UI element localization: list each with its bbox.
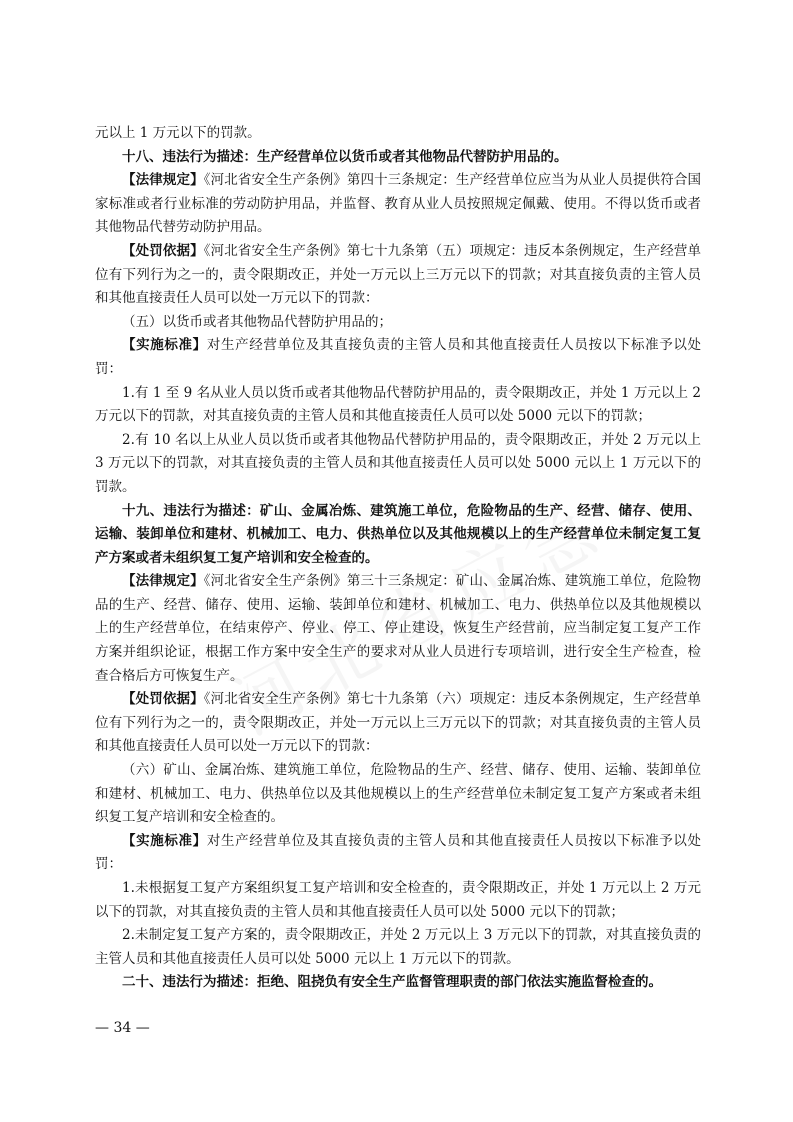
paragraph <box>95 500 701 571</box>
paragraph <box>95 429 701 500</box>
paragraph <box>95 924 701 971</box>
paragraph-text: 1.未根据复工复产方案组织复工复产培训和安全检查的，责令限期改正，并处 1 万元以上 2 万元以下的罚款，对其直接负责的主管人员和其他直接责任人员可以处 5000 元以下的罚款； <box>95 880 701 920</box>
paragraph-text: 《河北省安全生产条例》第七十九条第（六）项规定：违反本条例规定，生产经营单位有下列行为之一的，责令限期改正，并处一万元以上三万元以下的罚款；对其直接负责的主管人员和其他直接责任人员可以处一万元以下的罚款： <box>95 691 701 755</box>
paragraph <box>95 146 701 170</box>
paragraph <box>95 169 701 240</box>
paragraph <box>95 382 701 429</box>
paragraph <box>95 759 701 830</box>
paragraph <box>95 830 701 877</box>
paragraph <box>95 877 701 924</box>
paragraph-text: 对生产经营单位及其直接负责的主管人员和其他直接责任人员按以下标准予以处罚： <box>95 832 702 873</box>
paragraph-text: 十八、违法行为描述：生产经营单位以货币或者其他物品代替防护用品的。 <box>122 148 568 165</box>
paragraph <box>95 122 701 146</box>
paragraph-label: 【处罚依据】 <box>122 242 204 259</box>
paragraph-text: （五）以货币或者其他物品代替防护用品的； <box>122 313 392 330</box>
paragraph <box>95 570 701 688</box>
paragraph-label: 【实施标准】 <box>122 337 207 354</box>
paragraph-label: 【处罚依据】 <box>122 691 204 708</box>
paragraph-text: 《河北省安全生产条例》第七十九条第（五）项规定：违反本条例规定，生产经营单位有下列行为之一的，责令限期改正，并处一万元以上三万元以下的罚款；对其直接负责的主管人员和其他直接责任人员可以处一万元以下的罚款： <box>95 242 701 307</box>
paragraph-text: （六）矿山、金属冶炼、建筑施工单位，危险物品的生产、经营、储存、使用、运输、装卸单位和建材、机械加工、电力、供热单位以及其他规模以上的生产经营单位未制定复工复产方案或者未组织复工复产培训和安全检查的。 <box>95 762 701 826</box>
paragraph-text: 元以上 1 万元以下的罚款。 <box>95 125 261 141</box>
paragraph-text: 十九、违法行为描述：矿山、金属冶炼、建筑施工单位，危险物品的生产、经营、储存、使用、运输、装卸单位和建材、机械加工、电力、供热单位以及其他规模以上的生产经营单位未制定复工复产方案或者未组织复工复产培训和安全检查的。 <box>95 502 701 566</box>
paragraph-text: 《河北省安全生产条例》第三十三条规定：矿山、金属冶炼、建筑施工单位，危险物品的生产、经营、储存、使用、运输、装卸单位和建材、机械加工、电力、供热单位以及其他规模以上的生产经营单位，在结束停产、停业、停工、停止建设，恢复生产经营前，应当制定复工复产工作方案并组织论证，根据工作方案中安全生产的要求对从业人员进行专项培训，进行安全生产检查，检查合格后方可恢复生产。 <box>95 573 701 684</box>
paragraph <box>95 334 701 381</box>
paragraph-text: 《河北省安全生产条例》第四十三条规定：生产经营单位应当为从业人员提供符合国家标准或者行业标准的劳动防护用品，并监督、教育从业人员按照规定佩戴、使用。不得以货币或者其他物品代替劳动防护用品。 <box>95 172 701 236</box>
paragraph <box>95 971 701 995</box>
paragraph-text: 二十、违法行为描述：拒绝、阻挠负有安全生产监督管理职责的部门依法实施监督检查的。 <box>122 974 662 991</box>
page-number: — 34 — <box>95 1020 150 1036</box>
paragraph-text: 2.未制定复工复产方案的，责令限期改正，并处 2 万元以上 3 万元以下的罚款，对其直接负责的主管人员和其他直接责任人员可以处 5000 元以上 1 万元以下的罚款。 <box>95 927 701 967</box>
paragraph <box>95 311 701 335</box>
paragraph-text: 对生产经营单位及其直接负责的主管人员和其他直接责任人员按以下标准予以处罚： <box>95 337 702 377</box>
paragraph-text: 1.有 1 至 9 名从业人员以货币或者其他物品代替防护用品的，责令限期改正，并处 1 万元以上 2 万元以下的罚款，对其直接负责的主管人员和其他直接责任人员可以处 5000 元以下的罚款； <box>95 384 701 425</box>
paragraph-label: 【实施标准】 <box>122 832 207 849</box>
paragraph-label: 【法律规定】 <box>122 172 204 189</box>
paragraph <box>95 688 701 759</box>
paragraph-text: 2.有 10 名以上从业人员以货币或者其他物品代替防护用品的，责令限期改正，并处 2 万元以上 3 万元以下的罚款，对其直接负责的主管人员和其他直接责任人员可以处 5000 元以上 1 万元以下的罚款。 <box>95 431 701 495</box>
document-body <box>95 122 701 995</box>
paragraph <box>95 240 701 311</box>
paragraph-label: 【法律规定】 <box>122 573 204 590</box>
